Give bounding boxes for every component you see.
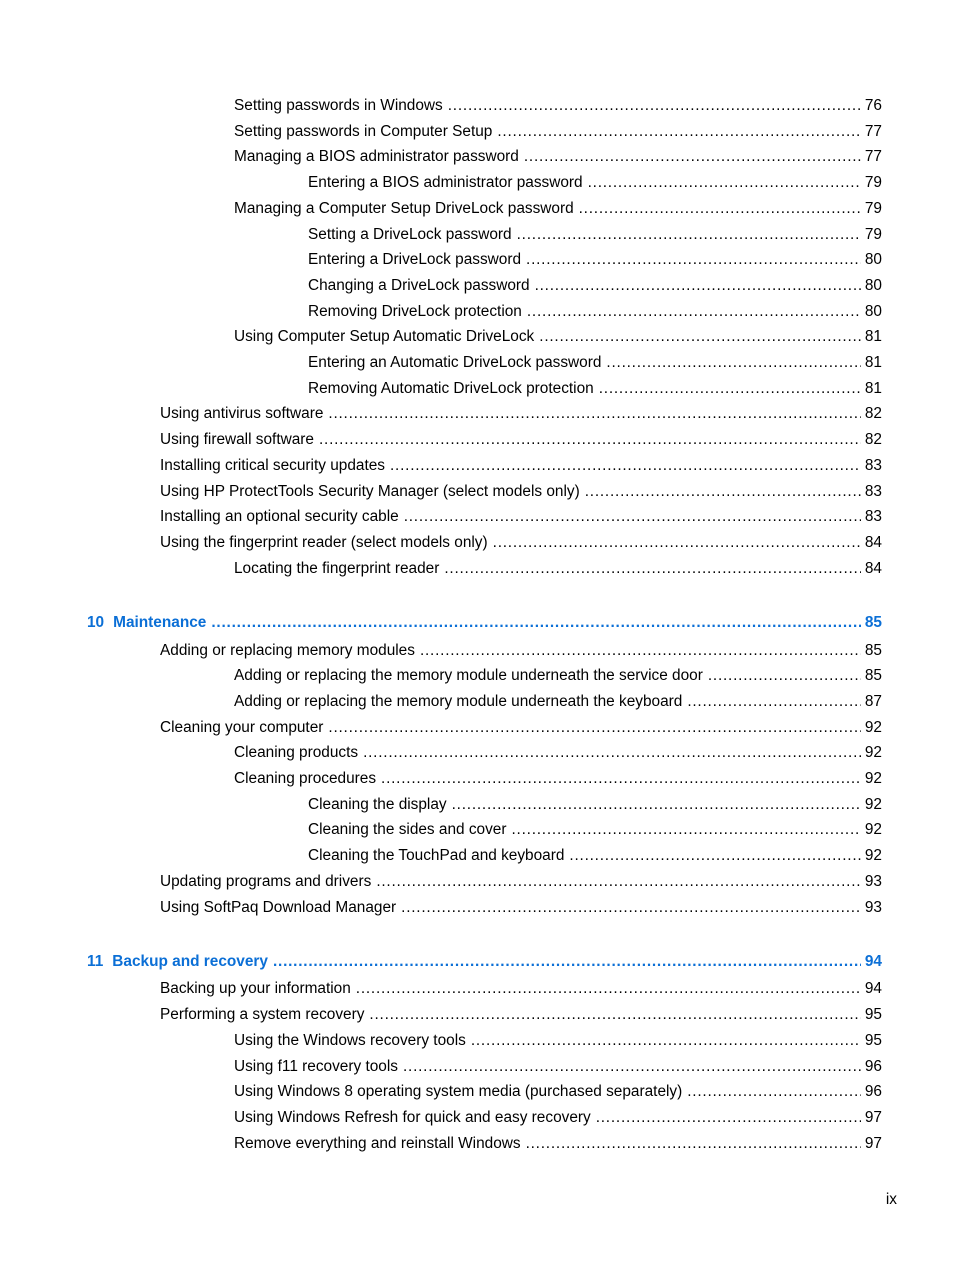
dot-leader — [369, 1004, 860, 1026]
toc-entry-title: Using Windows Refresh for quick and easy recovery — [234, 1108, 591, 1126]
toc-entry-page: 80 — [864, 251, 882, 269]
dot-leader — [579, 198, 861, 220]
toc-entry-page: 81 — [864, 379, 882, 397]
toc-entry[interactable] — [160, 717, 882, 739]
toc-entry-title: Remove everything and reinstall Windows — [234, 1134, 521, 1152]
chapter-number: 10 — [87, 614, 105, 632]
toc-entry-title: Using SoftPaq Download Manager — [160, 898, 397, 916]
dot-leader — [376, 871, 861, 893]
toc-entry-page: 79 — [864, 199, 882, 217]
toc-entry[interactable] — [234, 665, 882, 687]
toc-entry-title — [87, 612, 206, 634]
toc-entry[interactable] — [234, 95, 882, 117]
dot-leader — [599, 378, 861, 400]
toc-entry-title: Using antivirus software — [160, 405, 324, 423]
toc-entry-page: 84 — [864, 559, 882, 577]
toc-entry-page: 97 — [864, 1108, 882, 1126]
toc-entry-page: 93 — [864, 898, 882, 916]
dot-leader — [588, 172, 861, 194]
dot-leader — [444, 558, 861, 580]
toc-entry[interactable] — [308, 794, 882, 816]
toc-entry-page: 92 — [864, 847, 882, 865]
toc-entry-title: Using HP ProtectTools Security Manager (select models only) — [160, 482, 580, 500]
toc-entry[interactable] — [234, 1133, 882, 1155]
toc-entry-title: Backing up your information — [160, 980, 351, 998]
toc-entry[interactable] — [234, 1081, 882, 1103]
dot-leader — [390, 455, 861, 477]
toc-entry-page: 85 — [864, 614, 882, 632]
toc-entry-page: 79 — [864, 225, 882, 243]
page-number: ix — [885, 1191, 897, 1208]
toc-entry-page: 81 — [864, 328, 882, 346]
toc-entry-title: Using the Windows recovery tools — [234, 1031, 466, 1049]
toc-entry-title: Cleaning your computer — [160, 718, 324, 736]
toc-entry[interactable] — [160, 871, 882, 893]
dot-leader — [526, 249, 861, 271]
toc-entry-page: 94 — [864, 953, 882, 971]
toc-entry[interactable] — [308, 378, 882, 400]
toc-entry-title: Using f11 recovery tools — [234, 1057, 398, 1075]
toc-entry-title: Adding or replacing the memory module underneath the service door — [234, 667, 703, 685]
toc-entry-title: Updating programs and drivers — [160, 872, 372, 890]
toc-entry[interactable] — [160, 403, 882, 425]
toc-entry-title: Managing a BIOS administrator password — [234, 148, 519, 166]
dot-leader — [328, 717, 860, 739]
toc-entry-title: Removing DriveLock protection — [308, 302, 522, 320]
toc-entry-page: 79 — [864, 174, 882, 192]
dot-leader — [606, 352, 860, 374]
toc-entry-title: Installing critical security updates — [160, 456, 385, 474]
toc-entry[interactable] — [308, 224, 882, 246]
toc-entry-page: 83 — [864, 482, 882, 500]
dot-leader — [687, 1081, 861, 1103]
dot-leader — [569, 845, 860, 867]
dot-leader — [319, 429, 861, 451]
toc-entry-page: 80 — [864, 276, 882, 294]
dot-leader — [356, 978, 861, 1000]
toc-entry[interactable] — [160, 429, 882, 451]
toc-entry-page: 83 — [864, 508, 882, 526]
toc-entry-title: Using the fingerprint reader (select models only) — [160, 533, 488, 551]
toc-entry[interactable] — [234, 146, 882, 168]
toc-entry[interactable] — [234, 1107, 882, 1129]
dot-leader — [539, 326, 861, 348]
toc-entry[interactable] — [234, 768, 882, 790]
toc-entry-page: 81 — [864, 354, 882, 371]
toc-entry-page: 76 — [864, 97, 882, 114]
toc-entry[interactable] — [308, 845, 882, 867]
dot-leader — [452, 794, 861, 816]
toc-entry[interactable] — [308, 352, 882, 374]
toc-entry-page: 96 — [864, 1083, 882, 1101]
toc-entry[interactable] — [160, 506, 882, 528]
toc-entry-title: Cleaning the sides and cover — [308, 821, 507, 839]
toc-entry-title: Using Windows 8 operating system media (purchased separately) — [234, 1083, 683, 1101]
dot-leader — [512, 819, 861, 841]
dot-leader — [524, 146, 861, 168]
toc-entry[interactable] — [160, 640, 882, 662]
toc-entry[interactable] — [234, 742, 882, 764]
toc-entry[interactable] — [308, 819, 882, 841]
toc-entry-page: 92 — [864, 718, 882, 736]
dot-leader — [420, 640, 861, 662]
toc-entry[interactable] — [234, 1030, 882, 1052]
dot-leader — [517, 224, 861, 246]
toc-entry[interactable] — [308, 275, 882, 297]
toc-entry-title: Cleaning the TouchPad and keyboard — [308, 847, 565, 865]
dot-leader — [526, 1133, 861, 1155]
toc-entry-title: Entering a DriveLock password — [308, 251, 522, 269]
dot-leader — [687, 691, 861, 713]
chapter-title: Backup and recovery — [112, 953, 268, 971]
toc-entry[interactable] — [160, 897, 882, 919]
toc-entry[interactable] — [234, 326, 882, 348]
toc-entry-title: Setting passwords in Windows — [234, 97, 443, 114]
toc-entry-title: Cleaning procedures — [234, 770, 377, 787]
toc-entry[interactable] — [160, 1004, 882, 1026]
toc-entry-page: 95 — [864, 1006, 882, 1024]
toc-entry-title: Removing Automatic DriveLock protection — [308, 379, 594, 397]
toc-chapter[interactable] — [87, 612, 882, 634]
toc-entry[interactable] — [234, 558, 882, 580]
toc-entry-title: Cleaning the display — [308, 795, 447, 813]
toc-entry[interactable] — [160, 532, 882, 554]
dot-leader — [535, 275, 861, 297]
toc-chapter[interactable] — [87, 951, 882, 973]
toc-entry-page: 85 — [864, 641, 882, 659]
toc-entry-title — [87, 951, 268, 973]
dot-leader — [328, 403, 860, 425]
dot-leader — [471, 1030, 861, 1052]
dot-leader — [448, 95, 861, 117]
toc-entry-page: 97 — [864, 1134, 882, 1152]
toc-entry-title: Setting passwords in Computer Setup — [234, 122, 493, 140]
dot-leader — [403, 1056, 861, 1078]
toc-entry-page: 84 — [864, 533, 882, 551]
toc-entry-page: 87 — [864, 692, 882, 710]
dot-leader — [497, 121, 861, 143]
toc-entry-page: 95 — [864, 1031, 882, 1049]
toc-entry-page: 77 — [864, 122, 882, 140]
toc-entry-page: 92 — [864, 821, 882, 839]
toc-entry[interactable] — [160, 481, 882, 503]
toc-entry[interactable] — [234, 198, 882, 220]
dot-leader — [401, 897, 861, 919]
chapter-title: Maintenance — [113, 614, 207, 632]
toc-entry-title: Entering a BIOS administrator password — [308, 174, 583, 192]
dot-leader — [211, 612, 861, 634]
dot-leader — [381, 768, 861, 790]
dot-leader — [273, 951, 861, 973]
toc-entry-page: 85 — [864, 667, 882, 685]
dot-leader — [596, 1107, 861, 1129]
dot-leader — [708, 665, 861, 687]
toc-entry-title: Installing an optional security cable — [160, 508, 399, 526]
dot-leader — [585, 481, 861, 503]
toc-entry-page: 82 — [864, 405, 882, 423]
toc-entry-title: Cleaning products — [234, 744, 359, 762]
toc-entry-title: Setting a DriveLock password — [308, 225, 512, 243]
dot-leader — [493, 532, 861, 554]
toc-entry[interactable] — [234, 121, 882, 143]
dot-leader — [363, 742, 861, 764]
toc-entry-page: 96 — [864, 1057, 882, 1075]
dot-leader — [527, 301, 861, 323]
toc-entry[interactable] — [234, 1056, 882, 1078]
toc-entry-page: 82 — [864, 431, 882, 449]
toc-entry-title: Adding or replacing memory modules — [160, 641, 415, 659]
toc-entry-page: 80 — [864, 302, 882, 320]
chapter-number: 11 — [87, 953, 104, 971]
toc-entry[interactable] — [308, 301, 882, 323]
toc-entry-page: 94 — [864, 980, 882, 998]
toc-entry-title: Changing a DriveLock password — [308, 276, 530, 294]
toc-entry-title: Performing a system recovery — [160, 1006, 365, 1024]
toc-entry[interactable] — [160, 455, 882, 477]
toc-entry-page: 92 — [864, 770, 882, 787]
toc-entry-title: Entering an Automatic DriveLock password — [308, 354, 602, 371]
toc-entry-page: 83 — [864, 456, 882, 474]
dot-leader — [404, 506, 861, 528]
toc-entry[interactable] — [308, 249, 882, 271]
toc-entry-title: Using firewall software — [160, 431, 314, 449]
toc-entry[interactable] — [234, 691, 882, 713]
toc-entry-page: 77 — [864, 148, 882, 166]
toc-entry[interactable] — [308, 172, 882, 194]
toc-entry-page: 93 — [864, 872, 882, 890]
toc-entry-title: Locating the fingerprint reader — [234, 559, 440, 577]
toc-entry-title: Using Computer Setup Automatic DriveLock — [234, 328, 535, 346]
toc-entry-title: Adding or replacing the memory module underneath the keyboard — [234, 692, 683, 710]
toc-entry[interactable] — [160, 978, 882, 1000]
toc-entry-page: 92 — [864, 795, 882, 813]
toc-entry-page: 92 — [864, 744, 882, 762]
toc-entry-title: Managing a Computer Setup DriveLock password — [234, 199, 574, 217]
